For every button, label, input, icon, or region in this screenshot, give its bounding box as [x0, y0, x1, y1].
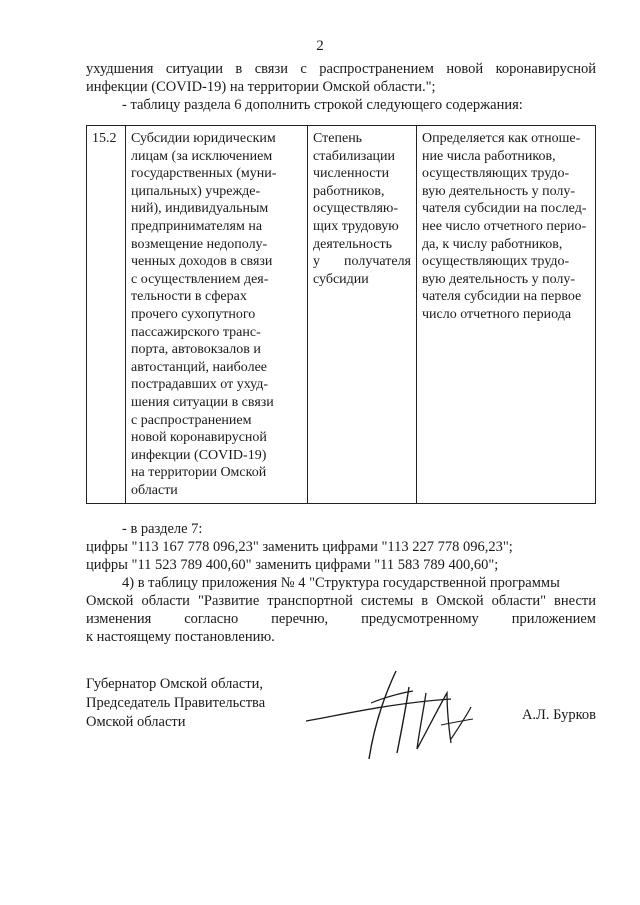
description-line: возмещение недополу- [131, 236, 268, 252]
calculation-method-cell [417, 126, 596, 504]
method-line: осуществляющих трудо- [422, 166, 570, 182]
description-line: на территории Омской [131, 465, 267, 481]
table-row [87, 126, 596, 504]
description-line: пострадавших от ухуд- [131, 377, 269, 393]
signatory-title-line: Председатель Правительства [86, 695, 266, 711]
description-line: прочего сухопутного [131, 306, 256, 322]
method-line: чателя субсидии на послед- [422, 201, 587, 217]
method-line: Определяется как отноше- [422, 131, 581, 146]
signatory-name: А.Л. Бурков [521, 707, 596, 723]
method-line: ние числа работников, [422, 148, 556, 164]
intro-line-3: - таблицу раздела 6 дополнить строкой следующего содержания: [122, 97, 523, 113]
indicator-line: деятельность [313, 236, 393, 252]
amendment-line: 4) в таблицу приложения № 4 "Структура государственной программы [122, 575, 560, 591]
indicator-line: щих трудовую [313, 218, 399, 234]
intro-line-1: ухудшения ситуации в связи с распространением новой коронавирусной [86, 61, 596, 77]
method-line: чателя субсидии на первое [422, 289, 582, 305]
indicator-line: осуществляю- [313, 201, 399, 217]
intro-text [86, 60, 596, 114]
section-6-table-row [86, 125, 596, 504]
amendment-line: к настоящему постановлению. [86, 629, 275, 645]
indicator-line: у получателя [313, 254, 411, 270]
method-line: вую деятельность у полу- [422, 183, 576, 199]
description-line: инфекции (COVID-19) [131, 447, 267, 463]
amendment-line: - в разделе 7: [122, 521, 203, 537]
amendments-text [86, 520, 596, 646]
method-line: вую деятельность у полу- [422, 271, 576, 287]
indicator-line: субсидии [313, 271, 369, 287]
method-line: осуществляющих трудо- [422, 254, 570, 270]
handwritten-signature [301, 663, 501, 763]
amendment-line: Омской области "Развитие транспортной системы в Омской области" внести [86, 593, 596, 609]
indicator-line: численности [313, 166, 390, 182]
indicator-cell [308, 126, 417, 504]
page-number: 2 [316, 38, 324, 54]
method-line: число отчетного периода [422, 306, 572, 322]
amendment-line: цифры "11 523 789 400,60" заменить цифрами "11 583 789 400,60"; [86, 557, 499, 573]
indicator-line: работников, [313, 183, 385, 199]
method-line: да, к числу работников, [422, 236, 563, 252]
description-line: области [131, 482, 178, 498]
indicator-line: Степень [313, 131, 363, 146]
row-number-cell [87, 126, 126, 504]
description-line: новой коронавирусной [131, 430, 267, 446]
signature-block [86, 675, 596, 775]
signatory-title-line: Губернатор Омской области, [86, 676, 263, 692]
description-line: государственных (муни- [131, 166, 277, 182]
description-line: ний), индивидуальным [131, 201, 269, 217]
description-cell [126, 126, 308, 504]
description-line: тельности в сферах [131, 289, 247, 305]
signatory-title-line: Омской области [86, 714, 186, 730]
row-number: 15.2 [92, 131, 117, 146]
signatory-title [86, 675, 265, 732]
description-line: предпринимателям на [131, 218, 263, 234]
description-line: Субсидии юридическим [131, 131, 276, 146]
intro-line-2: инфекции (COVID-19) на территории Омской области."; [86, 79, 436, 95]
description-line: автостанций, наиболее [131, 359, 267, 375]
description-line: пассажирского транс- [131, 324, 261, 340]
amendment-line: изменения согласно перечню, предусмотренному приложением [86, 611, 596, 627]
description-line: ченных доходов в связи [131, 254, 273, 270]
description-line: шения ситуации в связи [131, 394, 274, 410]
description-line: порта, автовокзалов и [131, 342, 261, 358]
description-line: с распространением [131, 412, 252, 428]
amendment-line: цифры "113 167 778 096,23" заменить цифрами "113 227 778 096,23"; [86, 539, 513, 555]
method-line: нее число отчетного перио- [422, 218, 587, 234]
description-line: с осуществлением дея- [131, 271, 269, 287]
description-line: лицам (за исключением [131, 148, 273, 164]
description-line: ципальных) учрежде- [131, 183, 261, 199]
indicator-line: стабилизации [313, 148, 396, 164]
